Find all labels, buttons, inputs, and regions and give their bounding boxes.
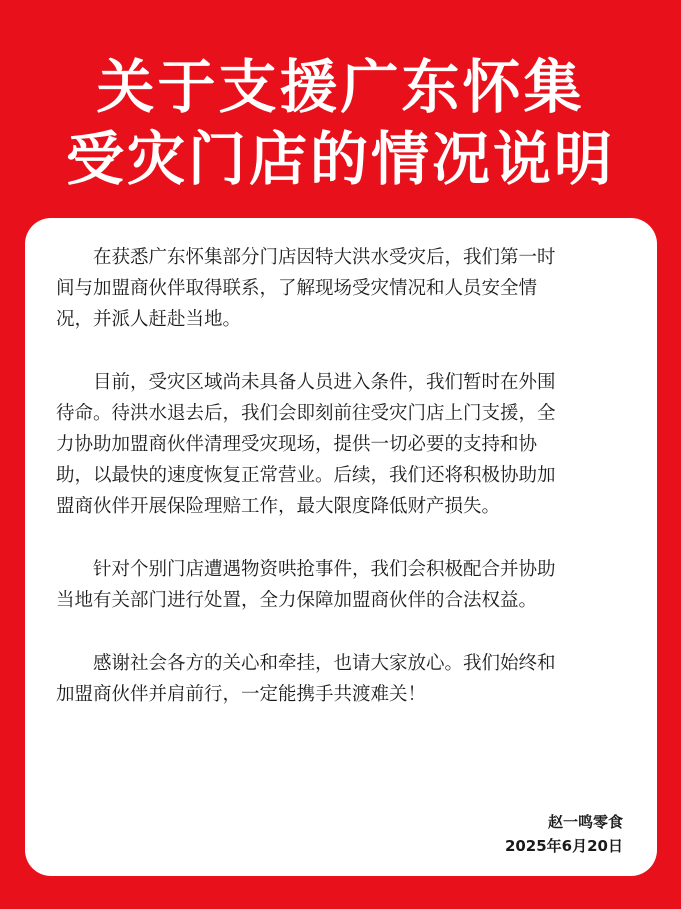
signature-name: 赵一鸣零食 bbox=[547, 813, 623, 831]
paragraph-line: 当地有关部门进行处置，全力保障加盟商伙伴的合法权益。 bbox=[56, 590, 538, 611]
paragraph-line: 盟商伙伴开展保险理赔工作，最大限度降低财产损失。 bbox=[56, 496, 501, 517]
paragraph-line: 待命。待洪水退去后，我们会即刻前往受灾门店上门支援，全 bbox=[56, 403, 556, 424]
paragraph-line: 间与加盟商伙伴取得联系，了解现场受灾情况和人员安全情 bbox=[56, 278, 538, 299]
paragraph-3 bbox=[56, 554, 626, 616]
paragraph-line: 针对个别门店遭遇物资哄抢事件，我们会积极配合并协助 bbox=[93, 559, 556, 580]
paragraph-4 bbox=[56, 648, 626, 710]
paragraph-line: 助，以最快的速度恢复正常营业。后续，我们还将积极协助加 bbox=[56, 465, 556, 486]
title-line-1: 关于支援广东怀集 bbox=[96, 53, 585, 121]
statement-body bbox=[56, 242, 626, 742]
paragraph-line: 在获悉广东怀集部分门店因特大洪水受灾后，我们第一时 bbox=[93, 247, 556, 268]
title-line-2: 受灾门店的情况说明 bbox=[65, 125, 615, 193]
paragraph-line: 目前，受灾区域尚未具备人员进入条件，我们暂时在外围 bbox=[93, 372, 556, 393]
paragraph-line: 感谢社会各方的关心和牵挂，也请大家放心。我们始终和 bbox=[93, 653, 556, 674]
paragraph-line: 力协助加盟商伙伴清理受灾现场，提供一切必要的支持和协 bbox=[56, 434, 538, 455]
signature-block bbox=[505, 810, 623, 858]
paragraph-line: 况，并派人赶赴当地。 bbox=[56, 309, 242, 330]
paragraph-line: 加盟商伙伴并肩前行，一定能携手共渡难关！ bbox=[56, 684, 427, 705]
paragraph-1 bbox=[56, 242, 626, 335]
paragraph-2 bbox=[56, 367, 626, 522]
signature-date: 2025年6月20日 bbox=[504, 837, 623, 855]
